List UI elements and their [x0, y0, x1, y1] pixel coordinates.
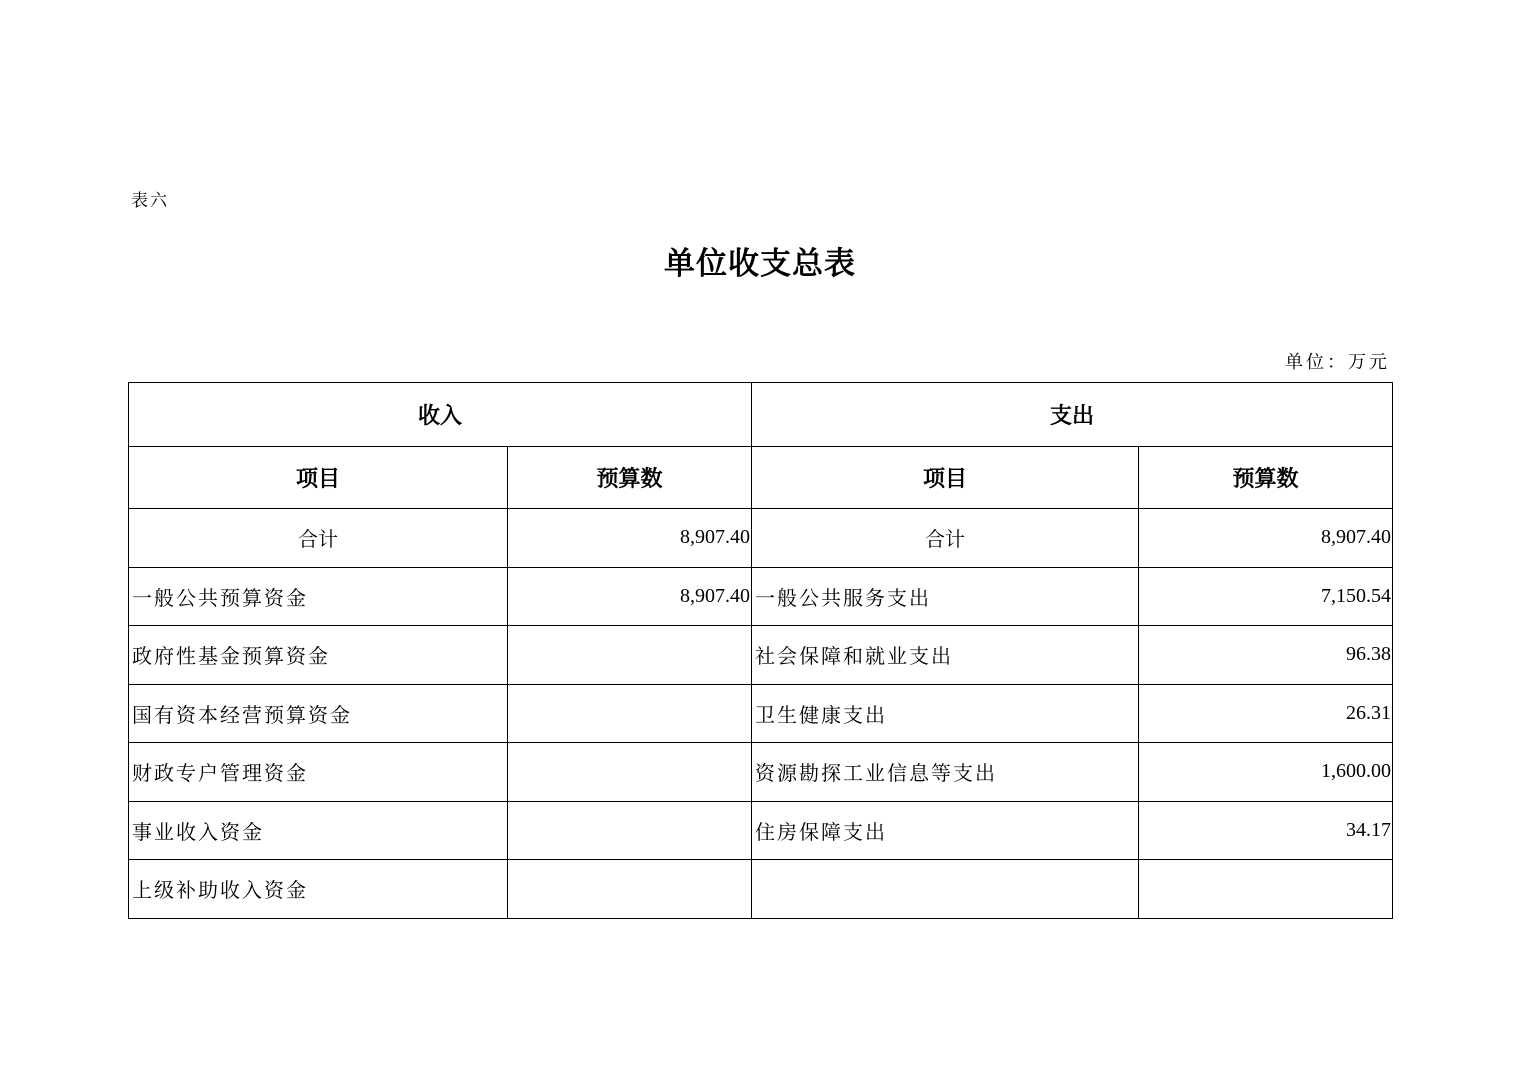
table-row — [129, 626, 1393, 685]
table-number-label: 表六 — [131, 191, 169, 211]
income-item: 上级补助收入资金 — [129, 860, 508, 919]
income-total-label: 合计 — [129, 509, 508, 568]
income-item-header: 项目 — [129, 447, 508, 509]
expense-total-amount: 8,907.40 — [1139, 509, 1393, 568]
income-item: 政府性基金预算资金 — [129, 626, 508, 685]
table-row — [129, 801, 1393, 860]
table-row — [129, 684, 1393, 743]
income-item: 一般公共预算资金 — [129, 567, 508, 626]
page-title: 单位收支总表 — [664, 246, 856, 282]
table-row — [129, 567, 1393, 626]
expense-amount-header: 预算数 — [1139, 447, 1393, 509]
income-item: 事业收入资金 — [129, 801, 508, 860]
income-item: 财政专户管理资金 — [129, 743, 508, 802]
income-amount — [508, 860, 752, 919]
expense-item — [752, 860, 1139, 919]
income-amount — [508, 626, 752, 685]
expense-amount: 7,150.54 — [1139, 567, 1393, 626]
expense-amount: 26.31 — [1139, 684, 1393, 743]
expense-item: 一般公共服务支出 — [752, 567, 1139, 626]
expense-amount: 1,600.00 — [1139, 743, 1393, 802]
column-header-row — [129, 447, 1393, 509]
expense-item-header: 项目 — [752, 447, 1139, 509]
income-total-amount: 8,907.40 — [508, 509, 752, 568]
expense-amount: 34.17 — [1139, 801, 1393, 860]
expense-total-label: 合计 — [752, 509, 1139, 568]
expense-item: 卫生健康支出 — [752, 684, 1139, 743]
unit-note: 单位：万元 — [1285, 352, 1390, 373]
budget-summary-table — [128, 382, 1393, 919]
income-amount — [508, 684, 752, 743]
expense-item: 住房保障支出 — [752, 801, 1139, 860]
income-amount — [508, 801, 752, 860]
expense-amount — [1139, 860, 1393, 919]
income-section-header: 收入 — [129, 383, 752, 447]
income-amount-header: 预算数 — [508, 447, 752, 509]
expense-item: 资源勘探工业信息等支出 — [752, 743, 1139, 802]
table-row — [129, 860, 1393, 919]
income-item: 国有资本经营预算资金 — [129, 684, 508, 743]
section-header-row — [129, 383, 1393, 447]
total-row — [129, 509, 1393, 568]
expense-item: 社会保障和就业支出 — [752, 626, 1139, 685]
expense-amount: 96.38 — [1139, 626, 1393, 685]
table-row — [129, 743, 1393, 802]
expense-section-header: 支出 — [752, 383, 1393, 447]
income-amount: 8,907.40 — [508, 567, 752, 626]
income-amount — [508, 743, 752, 802]
